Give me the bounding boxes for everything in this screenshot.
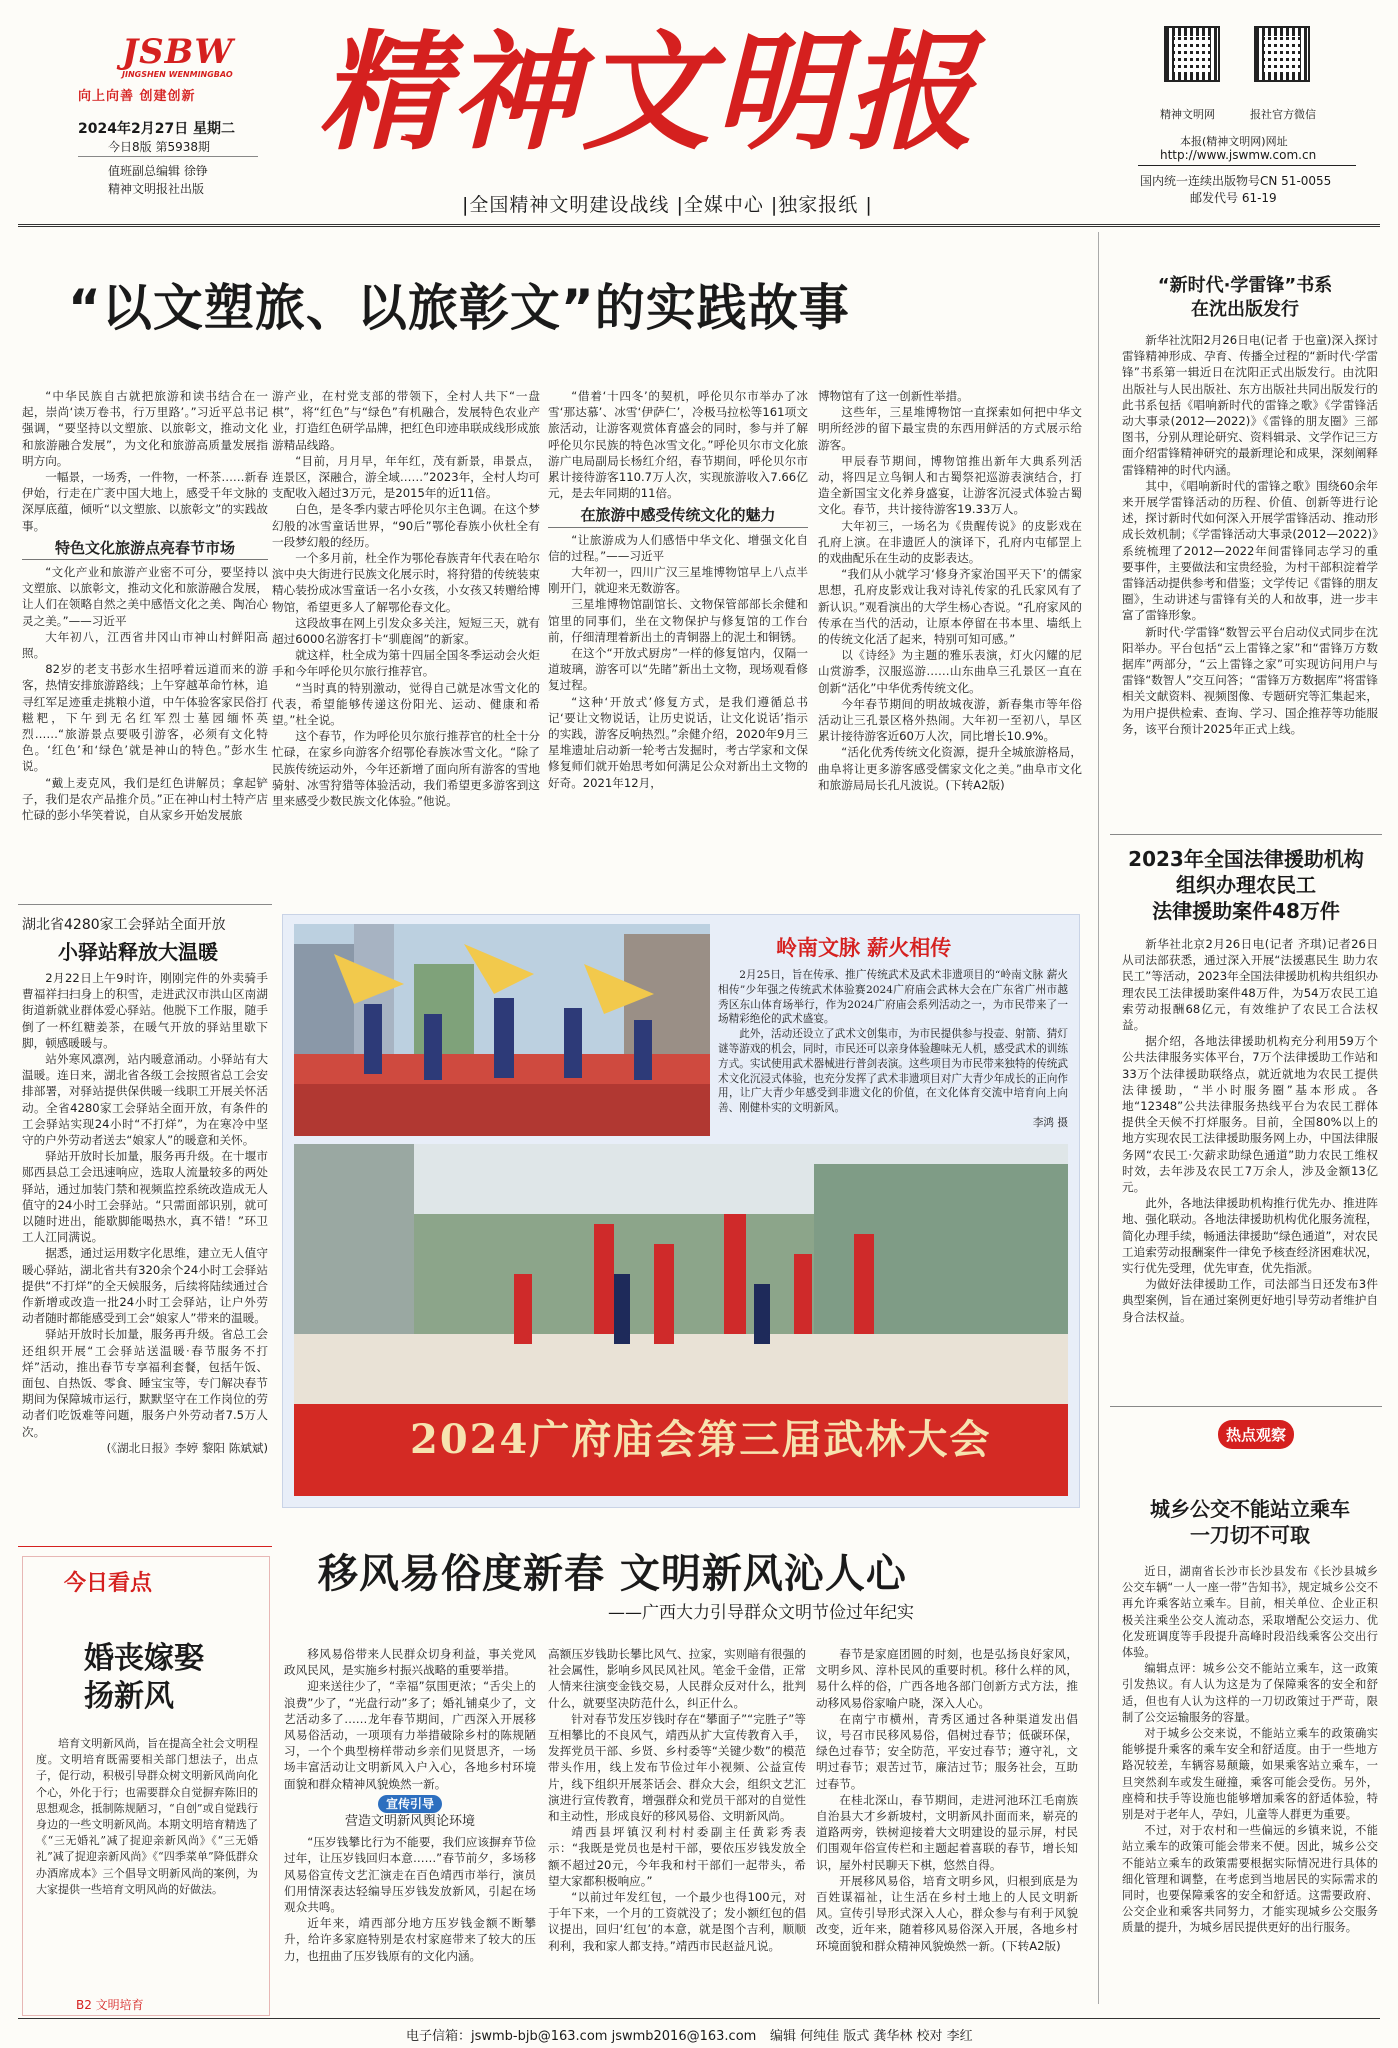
today-page-ref[interactable]: B2 文明培育	[76, 1998, 144, 2012]
bottom-col-1: 移风易俗带来人民群众切身利益，事关党风政风民风，是实施乡村振兴战略的重要举措。 迎来送往少了，“幸福”氛围更浓；“舌尖上的浪费”少了，“光盘行动”多了；婚礼铺桌少了，文艺活动多了……龙年春节期间，广西深入开展移风易俗活动，一项项有力举措破除乡村的陈规陋习，一个个典型榜样带动乡亲们见贤思齐，一场场丰富活动让文明新风入户入心，各地乡村环境面貌和群众精神风貌焕然一新。 宣传引导 营造文明新风舆论环境 “压岁钱攀比行为不能要，我们应该摒弃节俭过年，让压岁钱回归本意……”春节前夕，多场移风易俗宣传文艺汇演走在百色靖西市举行，演员们用情深表达轻编导压岁钱发放新风，引起在场观众共鸣。 近年来，靖西部分地方压岁钱金额不断攀升，给许多家庭特别是农村家庭带来了较大的压力，也扭曲了压岁钱原有的文化内涵。	[284, 1647, 536, 1963]
qr2-label: 报社官方微信	[1250, 108, 1316, 121]
tagline: |全国精神文明建设战线 |全媒中心 |独家报纸 |	[462, 194, 873, 216]
lead-col-3: “借着‘十四冬’的契机，呼伦贝尔市举办了冰雪‘那达慕’、冰雪‘伊萨仁’，冷极马拉松等161项文旅活动，让游客观赏体育盛会的同时，参与并了解呼伦贝尔民族的特色冰雪文化。”呼伦贝尔市文化旅游广电局副局长杨红介绍，春节期间，呼伦贝尔市累计接待游客110.7万人次，实现旅游收入7.66亿元，是去年同期的11倍。 在旅游中感受传统文化的魅力 “让旅游成为人们感悟中华文化、增强文化自信的过程。”——习近平 大年初一，四川广汉三星堆博物馆早上八点半刚开门，就迎来无数游客。 三星堆博物馆副馆长、文物保管部部长余健和馆里的同事们，坐在文物保护与修复馆的工作台前，仔细清理着新出土的青铜器上的泥土和铜锈。 在这个“开放式厨房”一样的修复馆内，仅隔一道玻璃，游客可以“先睹”新出土文物，现场观看修复过程。 “这种‘开放式’修复方式，是我们遵循总书记‘要让文物说话，让历史说话，让文化说话’指示的实践，游客反响热烈。”余健介绍，2020年9月三星堆遗址启动新一轮考古发掘时，考古学家和文保修复师们就开始思考如何满足公众对新出土文物的好奇。2021年12月，	[548, 389, 808, 790]
footer-email[interactable]: 电子信箱：jswmb-bjb@163.com jswmb2016@163.com	[406, 2029, 757, 2044]
post-code: 邮发代号 61-19	[1190, 191, 1277, 205]
lead-col-1: “中华民族自古就把旅游和读书结合在一起，崇尚‘读万卷书，行万里路’。”习近平总书记强调，“要坚持以文塑旅、以旅彰文，推动文化和旅游融合发展”，为文化和旅游高质量发展指明方向。 一幅景，一场秀，一件物，一杯茶……新春伊始，行走在广袤中国大地上，感受千年文脉的深厚底蕴，倾听“以文塑旅、以旅彰文”的实践故事。 特色文化旅游点亮春节市场 “文化产业和旅游产业密不可分，要坚持以文塑旅、以旅彰文，推动文化和旅游融合发展，让人们在领略自然之美中感悟文化之美、陶冶心灵之美。”——习近平 大年初八，江西省井冈山市神山村鲜阳高照。 82岁的老支书彭水生招呼着远道而来的游客，热情安排旅游路线；上午穿越革命竹林，追寻红军足迹重走挑粮小道，中午体验客家民俗打糍粑，下午到无名红军烈士墓园缅怀英烈……“旅游景点要吸引游客，必须有文化特色。‘红色’和‘绿色’就是神山的特色。”彭水生说。 “戴上麦克风，我们是红色讲解员；拿起铲子，我们是农产品推介员。”正在神山村土特产店忙碌的彭小华笑着说，自从家乡开始发展旅	[22, 389, 268, 823]
website-url[interactable]: http://www.jswmw.com.cn	[1160, 148, 1317, 162]
sidebar-story2-title: 2023年全国法律援助机构 组织办理农民工 法律援助案件48万件	[1128, 847, 1364, 923]
hot-topic-body: 近日，湖南省长沙市长沙县发布《长沙县城乡公交车辆“一人一座一带”告知书》，规定城乡公交不再允许乘客站立乘车。目前，相关单位、企业正积极关注乘坐公交人流动态，采取增配公交运力、优化发班调度等手段提升高峰时段沿线乘客公交出行体验。 编辑点评：城乡公交不能站立乘车，这一政策引发热议。有人认为这是为了保障乘客的安全和舒适，但也有人认为这样的一刀切政策过于严苛，限制了公交运输服务的容量。 对于城乡公交来说，不能站立乘车的政策确实能够提升乘客的乘车安全和舒适度。由于一些地方路况较差，车辆容易颠簸，如果乘客站立乘车，一旦突然刹车或发生碰撞，乘客可能会受伤。另外，座椅和扶手等设施也能够增加乘客的舒适体验，特别是对于老年人，孕妇，儿童等人群更为重要。 不过，对于农村和一些偏远的乡镇来说，不能站立乘车的政策可能会带来不便。因此，城乡公交不能站立乘车的政策需要根据实际情况进行具体的细化管理和调整，在考虑到当地居民的实际需求的同时，也要保障乘客的安全和舒适。这需要政府、公交企业和乘客共同努力，才能实现城乡公交服务质量的提升，为城乡居民提供更好的出行服务。	[1122, 1565, 1378, 1935]
logo-mark: JSBW	[122, 32, 234, 72]
hot-topic-badge	[1218, 1420, 1306, 1450]
qr1-label: 精神文明网	[1160, 108, 1215, 121]
newspaper-title: 精神文明报	[318, 18, 979, 168]
bottom-headline: 移风易俗度新春 文明新风沁人心	[318, 1551, 907, 1597]
bottom-subhead: ——广西大力引导群众文明节俭过年纪实	[608, 1603, 914, 1623]
issue-edition: 今日8版 第5938期	[108, 140, 210, 154]
url-label: 本报(精神文明网)网址	[1180, 135, 1288, 148]
left2-title: 小驿站释放大温暖	[58, 940, 218, 964]
left2-kicker: 湖北省4280家工会驿站全面开放	[22, 917, 226, 933]
bottom-col-2: 高额压岁钱助长攀比风气、拉家，实则暗有很强的社会属性，影响乡风民风社风。笔金千金借，正常人情来往演变金钱交易，人民群众反对什么，批判什么，就要坚决防范什么，纠正什么。 针对春节发压岁钱时存在“攀面子”“完胜子”等互相攀比的不良风气，靖西从扩大宣传教育入手，发挥党员干部、乡贤、乡村委等“关键少数”的模范带头作用，线上发布节俭过年小视频、公益宣传片，线下组织开展茶话会、群众大会，组织文艺汇演进行宣传教育，增强群众和党员干部对的自觉性和主动性，形成良好的移风易俗、文明新风尚。 靖西县坪镇汉利村村委副主任黄彩秀表示：“我既是党员也是村干部，要依压岁钱发放全额不超过20元，今年我和村干部们一起带头，希望大家都积极响应。” “以前过年发红包，一个最少也得100元，对于年下来，一个月的工资就没了；发小额红包的倡议提出，回归‘红包’的本意，就是图个吉利，顺顺利利，我和家人都支持。”靖西市民赵益凡说。	[548, 1647, 806, 1953]
qr-code-website[interactable]	[1164, 26, 1220, 82]
photo-martial-arts-1	[294, 924, 710, 1136]
duty-editor: 值班副总编辑 徐铮	[108, 164, 208, 178]
masthead	[0, 0, 1398, 228]
lead-col-2: 游产业，在村党支部的带领下，全村人共下“一盘棋”，将“红色”与“绿色”有机融合，发展特色农业产业，打造红色研学品牌，把红色印迹串联成线形成旅游精品线路。 “目前，月月早，年年红，茂有新景，串景点，连景区，深融合，游全域……”2023年，全村人均可支配收入超过3万元，是2015年的近11倍。 白色，是冬季内蒙古呼伦贝尔主色调。在这个梦幻般的冰雪童话世界，“90后”鄂伦春族小伙杜全有一段梦幻般的经历。 一个多月前，杜全作为鄂伦春族青年代表在哈尔滨中央大街进行民族文化展示时，将狩猎的传统装束精心装扮成冰雪童话一名小女孩，小女孩又转赠给博物馆，希望更多人了解鄂伦春文化。 这段故事在网上引发众多关注，短短三天，就有超过6000名游客打卡“驯鹿阁”的新家。 就这样，杜全成为第十四届全国冬季运动会火炬手和今年呼伦贝尔旅行推荐官。 “当时真的特别激动，觉得自己就是冰雪文化的代表，希望能够传递这份阳光、运动、健康和希望。”杜全说。 这个春节，作为呼伦贝尔旅行推荐官的杜全十分忙碌，在家乡向游客介绍鄂伦春族冰雪文化。“除了民族传统运动外，今年还新增了面向所有游客的雪地骑射、冰雪狩猎等体验活动，我们希望更多游客到这里来感受少数民族文化体验。”他说。	[272, 389, 540, 809]
hot-badge-label: 热点观察	[1218, 1420, 1294, 1449]
lead-col-4: 博物馆有了这一创新性举措。 这些年，三星堆博物馆一直探索如何把中华文明所经涉的留下最宝贵的东西用鲜活的方式展示给游客。 甲辰春节期间，博物馆推出新年大典系列活动，将四足立鸟铜人和古蜀祭祀巡游表演结合，打造全新国宝文化养身盛宴，让游客沉浸式体验古蜀文化。春节，共计接待游客19.33万人。 大年初三，一场名为《贵醒传说》的皮影戏在孔府上演。在非遗匠人的演译下，孔府内屯郁罡上的戏曲配乐在生动的皮影表达。 “我们从小就学习‘修身齐家治国平天下’的儒家思想，孔府皮影戏让我对诗礼传家的孔氏家风有了新认识。”观看演出的大学生杨心杏说。“孔府家风的传承在当代的活动，让原本停留在书本里、墙纸上的传统文化活了起来，特别可知可感。” 以《诗经》为主题的雅乐表演，灯火闪耀的尼山赏游季，汉服巡游……山东曲阜三孔景区一直在创新“活化”中华优秀传统文化。 今年春节期间的明故城夜游，新春集市等年俗活动让三孔景区格外热闹。大年初一至初八，旱区累计接待游客近60万人次，同比增长10.9%。 “活化优秀传统文化资源，提升全城旅游格局，曲阜将让更多游客感受儒家文化之美。”曲阜市文化和旅游局局长孔凡波说。(下转A2版)	[818, 389, 1082, 792]
left2-body: 2月22日上午9时许，刚刚完件的外卖骑手曹福祥扫扫身上的积雪，走进武汉市洪山区南湖街道新就业群体爱心驿站。他脱下工作服，随手倒了一杯红糖姜茶，在暖气开放的驿站里歇下脚，顿感暖暖与。 站外寒风凛冽，站内暖意涌动。小驿站有大温暖。连日来，湖北省各级工会按照省总工会安排部署，对驿站提供保供暖一线职工开展关怀活动。全省4280家工会驿站全面开放，有条件的工会驿站实现24小时“不打烊”，为在寒冷中坚守的户外劳动者送去“娘家人”的暖意和关怀。 驿站开放时长加量，服务再升级。在十堰市郧西县总工会迅速响应，选取人流量较多的两处驿站，通过加装门禁和视频监控系统改造成无人值守的24小时工会驿站。“只需面部识别，就可以随时进出，能歇脚能喝热水，真不错！”环卫工人江同满说。 据悉，通过运用数字化思维，建立无人值守暖心驿站，湖北省共有320余个24小时工会驿站提供“不打烊”的全天候服务，后续将陆续通过合作新增或改造一批24小时工会驿站，让户外劳动者随时都能感受到工会“娘家人”带来的温暖。 驿站开放时长加量，服务再升级。省总工会还组织开展“工会驿站送温暖·春节服务不打烊”活动，推出春节专享福利套餐，包括午饭、面包、自热饭、零食、睡宝宝等，专门解决春节期间为保障城市运行，默默坚守在工作岗位的劳动者们吃饭难等问题，服务户外劳动者7.5万人次。 (《湖北日报》李婷 黎阳 陈斌斌)	[22, 971, 268, 1455]
publisher: 精神文明报社出版	[108, 182, 205, 196]
lead-headline: “以文塑旅、以旅彰文”的实践故事	[68, 279, 850, 337]
sidebar-story1-body: 新华社沈阳2月26日电(记者 于也童)深入探讨雷锋精神形成、孕育、传播全过程的“新时代·学雷锋”书系第一辑近日在沈阳正式出版发行。由沈阳出版社与人民出版社、东方出版社共同出版发行的此书系包括《唱响新时代的雷锋之歌》《学雷锋活动大事录(2012—2022)》《雷锋的朋友圈》三部图书，分别从理论研究、资料辑录、文学作记三方面介绍雷锋精神研究的最新理论和成果，深刻阐释雷锋精神的时代内涵。 其中，《唱响新时代的雷锋之歌》围绕60余年来开展学雷锋活动的历程、价值、创新等进行论述，探讨新时代如何深入开展学雷锋活动、推动形成长效机制；《学雷锋活动大事录(2012—2022)》系统梳理了2012—2022年间雷锋同志学习的重要事件，主要做法和宝贵经验，为村干部积淀着学雷锋活动提供参考和借鉴；文学传记《雷锋的朋友圈》，生动讲述与雷锋有关的人和故事，进一步丰富了雷锋形象。 新时代·学雷锋“数智云平台启动仪式同步在沈阳举办。平台包括“云上雷锋之家”和“雷锋万方数据库”两部分，“云上雷锋之家”可实现访问用户与雷锋“数智人”交互问答；“雷锋万方数据库”将雷锋相关文献资料、视频图像、专题研究等汇集起来，为用户提供检索、查询、学习、国企推荐等功能服务，该平台预计2025年正式上线。	[1122, 333, 1378, 736]
photo-banner: 2024广府庙会第三届武林大会	[410, 1416, 992, 1463]
lead-subhead-2: 在旅游中感受传统文化的魅力	[548, 507, 808, 527]
qr-code-wechat[interactable]	[1254, 26, 1310, 82]
footer-staff: 编辑 何纯佳 版式 龚华林 校对 李红	[770, 2029, 973, 2044]
today-body: 培育文明新风尚，旨在提高全社会文明程度。文明培育既需要相关部门想法子，出点子，促行动，积极引导群众树文明新风尚向化个心，外化于行；也需要群众自觉摒弃陈旧的思想观念，抵制陈规陋习，“自创”或自觉践行身边的一些文明新风尚。本期文明培育精选了《“三无婚礼”减了捉迎亲新风尚》《“三无婚礼”减了捉迎亲新风尚》《“四季菜单”降低群众办酒席成本》三个倡导文明新风尚的案例，为大家提供一些培育文明风尚的好做法。	[36, 1737, 258, 1896]
today-title: 婚丧嫁娶 扬新风	[84, 1641, 204, 1714]
slogan: 向上向善 创建创新	[78, 89, 196, 104]
issn: 国内统一连续出版物号CN 51-0055	[1140, 174, 1332, 188]
bottom-col-3: 春节是家庭团圆的时刻，也是弘扬良好家风，文明乡风、淳朴民风的重要时机。移什么样的风，易什么样的俗，广西各地各部门创新方式方法，推动移风易俗家喻户晓，深入人心。 在南宁市横州，青秀区通过各种渠道发出倡议，号召市民移风易俗，倡树过春节；低碳环保，绿色过春节；安全防范，平安过春节；遵守礼，文明过春节；艰苦过节，廉洁过节；服务社会，互助过春节。 在桂北深山，春节期间，走进河池环江毛南族自治县大才乡新坡村，文明新风扑面而来，崭亮的道路两旁，铁树迎接着大文明建设的显示屏，村民们围观年俗宣传栏和主题起着喜联的春节，增长知识，屋外村民聊天下棋，悠然自得。 开展移风易俗，培育文明乡风，归根到底是为百姓谋福祉，让生活在乡村土地上的人民文明新风。宣传引导形式深入人心，群众参与有利于风貌改变，近年来，随着移风易俗深入开展，各地乡村环境面貌和群众精神风貌焕然一新。(下转A2版)	[816, 1647, 1078, 1953]
feature-title: 岭南文脉 薪火相传	[776, 936, 952, 960]
bottom-sub-badge: 宣传引导	[284, 1796, 536, 1812]
hot-topic-title: 城乡公交不能站立乘车 一刀切不可取	[1150, 1497, 1350, 1547]
photo-credit: 李鸿 摄	[1032, 1116, 1068, 1129]
bottom-sub-title: 营造文明新风舆论环境	[344, 1814, 475, 1830]
logo-sub: JINGSHEN WENMINGBAO	[122, 70, 233, 79]
issue-date: 2024年2月27日 星期二	[78, 121, 236, 137]
sidebar-story2-body: 新华社北京2月26日电(记者 齐琪)记者26日从司法部获悉，通过深入开展“法援惠民生 助力农民工”等活动，2023年全国法律援助机构共组织办理农民工法律援助案件48万件，为54万农民工追索劳动报酬68亿元，有效维护了农民工合法权益。 据介绍，各地法律援助机构充分利用59万个公共法律服务实体平台，7万个法律援助工作站和33万个法律援助联络点，就近就地为农民工提供法律援助，“半小时服务圈”基本形成。各地“12348”公共法律服务热线平台为农民工群体提供全天候不打烊服务。目前，全国80%以上的地方实现农民工法律援助服务网上办，中国法律服务网“农民工·欠薪求助绿色通道”助力农民工维权时效，去年涉及农民工7万余人，涉及金额13亿元。 此外，各地法律援助机构推行优先办、推进阵地、强化联动。各地法律援助机构优化服务流程，简化办理手续，畅通法律援助“绿色通道”，对农民工追索劳动报酬案件一律免予核查经济困难状况，实行优先受理，优先审查，优先指派。 为做好法律援助工作，司法部当日还发布3件典型案例，旨在通过案例更好地引导劳动者维护自身合法权益。	[1122, 937, 1378, 1324]
today-label: 今日看点	[64, 1570, 153, 1596]
feature-caption: 2月25日，旨在传承、推广传统武术及武术非遗项目的“岭南文脉 薪火相传”少年强之传统武术体验赛2024广府庙会武林大会在广东省广州市越秀区东山体育场举行，作为2024广府庙会系列活动之一，为市民带来了一场精彩绝伦的武术盛宴。 此外，活动还设立了武术文创集市，为市民提供参与投壶、射箭、猜灯谜等游戏的机会，同时，市民还可以亲身体验趣味无人机，感受武术的训练方式。实试使用武术器械进行普剑表演。这些项目为市民带来独特的传统武术文化沉浸式体验，也充分发挥了武术非遗项目对广大青少年成长的正向作用，让广大青少年感受到非遗文化的价值，在文化体育交流中培育向上向善、刚健朴实的文明新风。 李鸿 摄	[718, 969, 1068, 1129]
logo	[122, 32, 252, 79]
sidebar-story1-title: “新时代·学雷锋”书系 在沈出版发行	[1157, 275, 1333, 320]
lead-subhead-1: 特色文化旅游点亮春节市场	[22, 540, 268, 560]
